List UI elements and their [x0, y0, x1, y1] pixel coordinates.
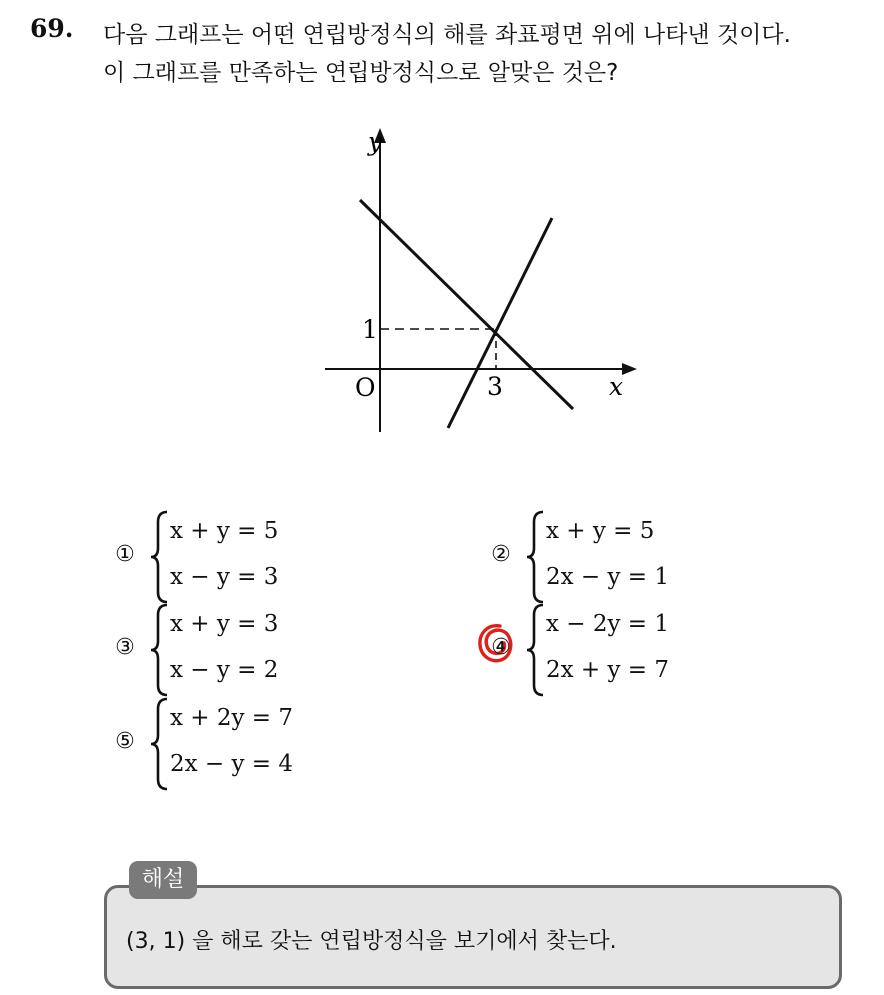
choice-2-equation-1: x + y = 5 — [546, 518, 655, 544]
brace-icon — [148, 510, 170, 604]
choice-3-equation-1: x + y = 3 — [170, 611, 279, 637]
choice-2-equation-2: 2x − y = 1 — [546, 564, 670, 590]
choice-1-equation-2: x − y = 3 — [170, 564, 279, 590]
choice-2-mark: ② — [491, 542, 511, 567]
line-1 — [360, 200, 573, 409]
x-tick-label: 3 — [487, 372, 503, 401]
question-text-line-1: 다음 그래프는 어떤 연립방정식의 해를 좌표평면 위에 나타낸 것이다. — [103, 22, 791, 48]
choice-3-equation-2: x − y = 2 — [170, 657, 279, 683]
choice-1[interactable] — [110, 510, 370, 604]
brace-icon — [524, 603, 546, 697]
x-axis-label: x — [609, 372, 624, 401]
choice-1-mark: ① — [115, 542, 135, 567]
question-number: 69. — [30, 14, 74, 43]
origin-label: O — [355, 373, 376, 402]
choice-1-equation-1: x + y = 5 — [170, 518, 279, 544]
choice-4-equation-2: 2x + y = 7 — [546, 657, 670, 683]
coordinate-graph — [300, 120, 650, 450]
question-text-line-2: 이 그래프를 만족하는 연립방정식으로 알맞은 것은? — [103, 60, 619, 86]
choice-2[interactable] — [486, 510, 746, 604]
y-tick-label: 1 — [362, 315, 378, 344]
solution-text: (3, 1) 을 해로 갖는 연립방정식을 보기에서 찾는다. — [126, 929, 617, 954]
solution-tab-label: 해설 — [129, 861, 197, 899]
choice-5-equation-2: 2x − y = 4 — [170, 751, 294, 777]
x-axis-arrow-icon — [622, 363, 637, 375]
choice-5-mark: ⑤ — [115, 729, 135, 754]
choice-4-mark: ④ — [491, 635, 511, 660]
brace-icon — [148, 697, 170, 791]
choice-3[interactable] — [110, 603, 370, 697]
y-axis-label: y — [368, 127, 383, 156]
brace-icon — [524, 510, 546, 604]
choice-5[interactable] — [110, 697, 370, 791]
choice-3-mark: ③ — [115, 635, 135, 660]
brace-icon — [148, 603, 170, 697]
choice-4-equation-1: x − 2y = 1 — [546, 611, 670, 637]
choice-5-equation-1: x + 2y = 7 — [170, 705, 294, 731]
choice-4[interactable] — [486, 603, 746, 697]
